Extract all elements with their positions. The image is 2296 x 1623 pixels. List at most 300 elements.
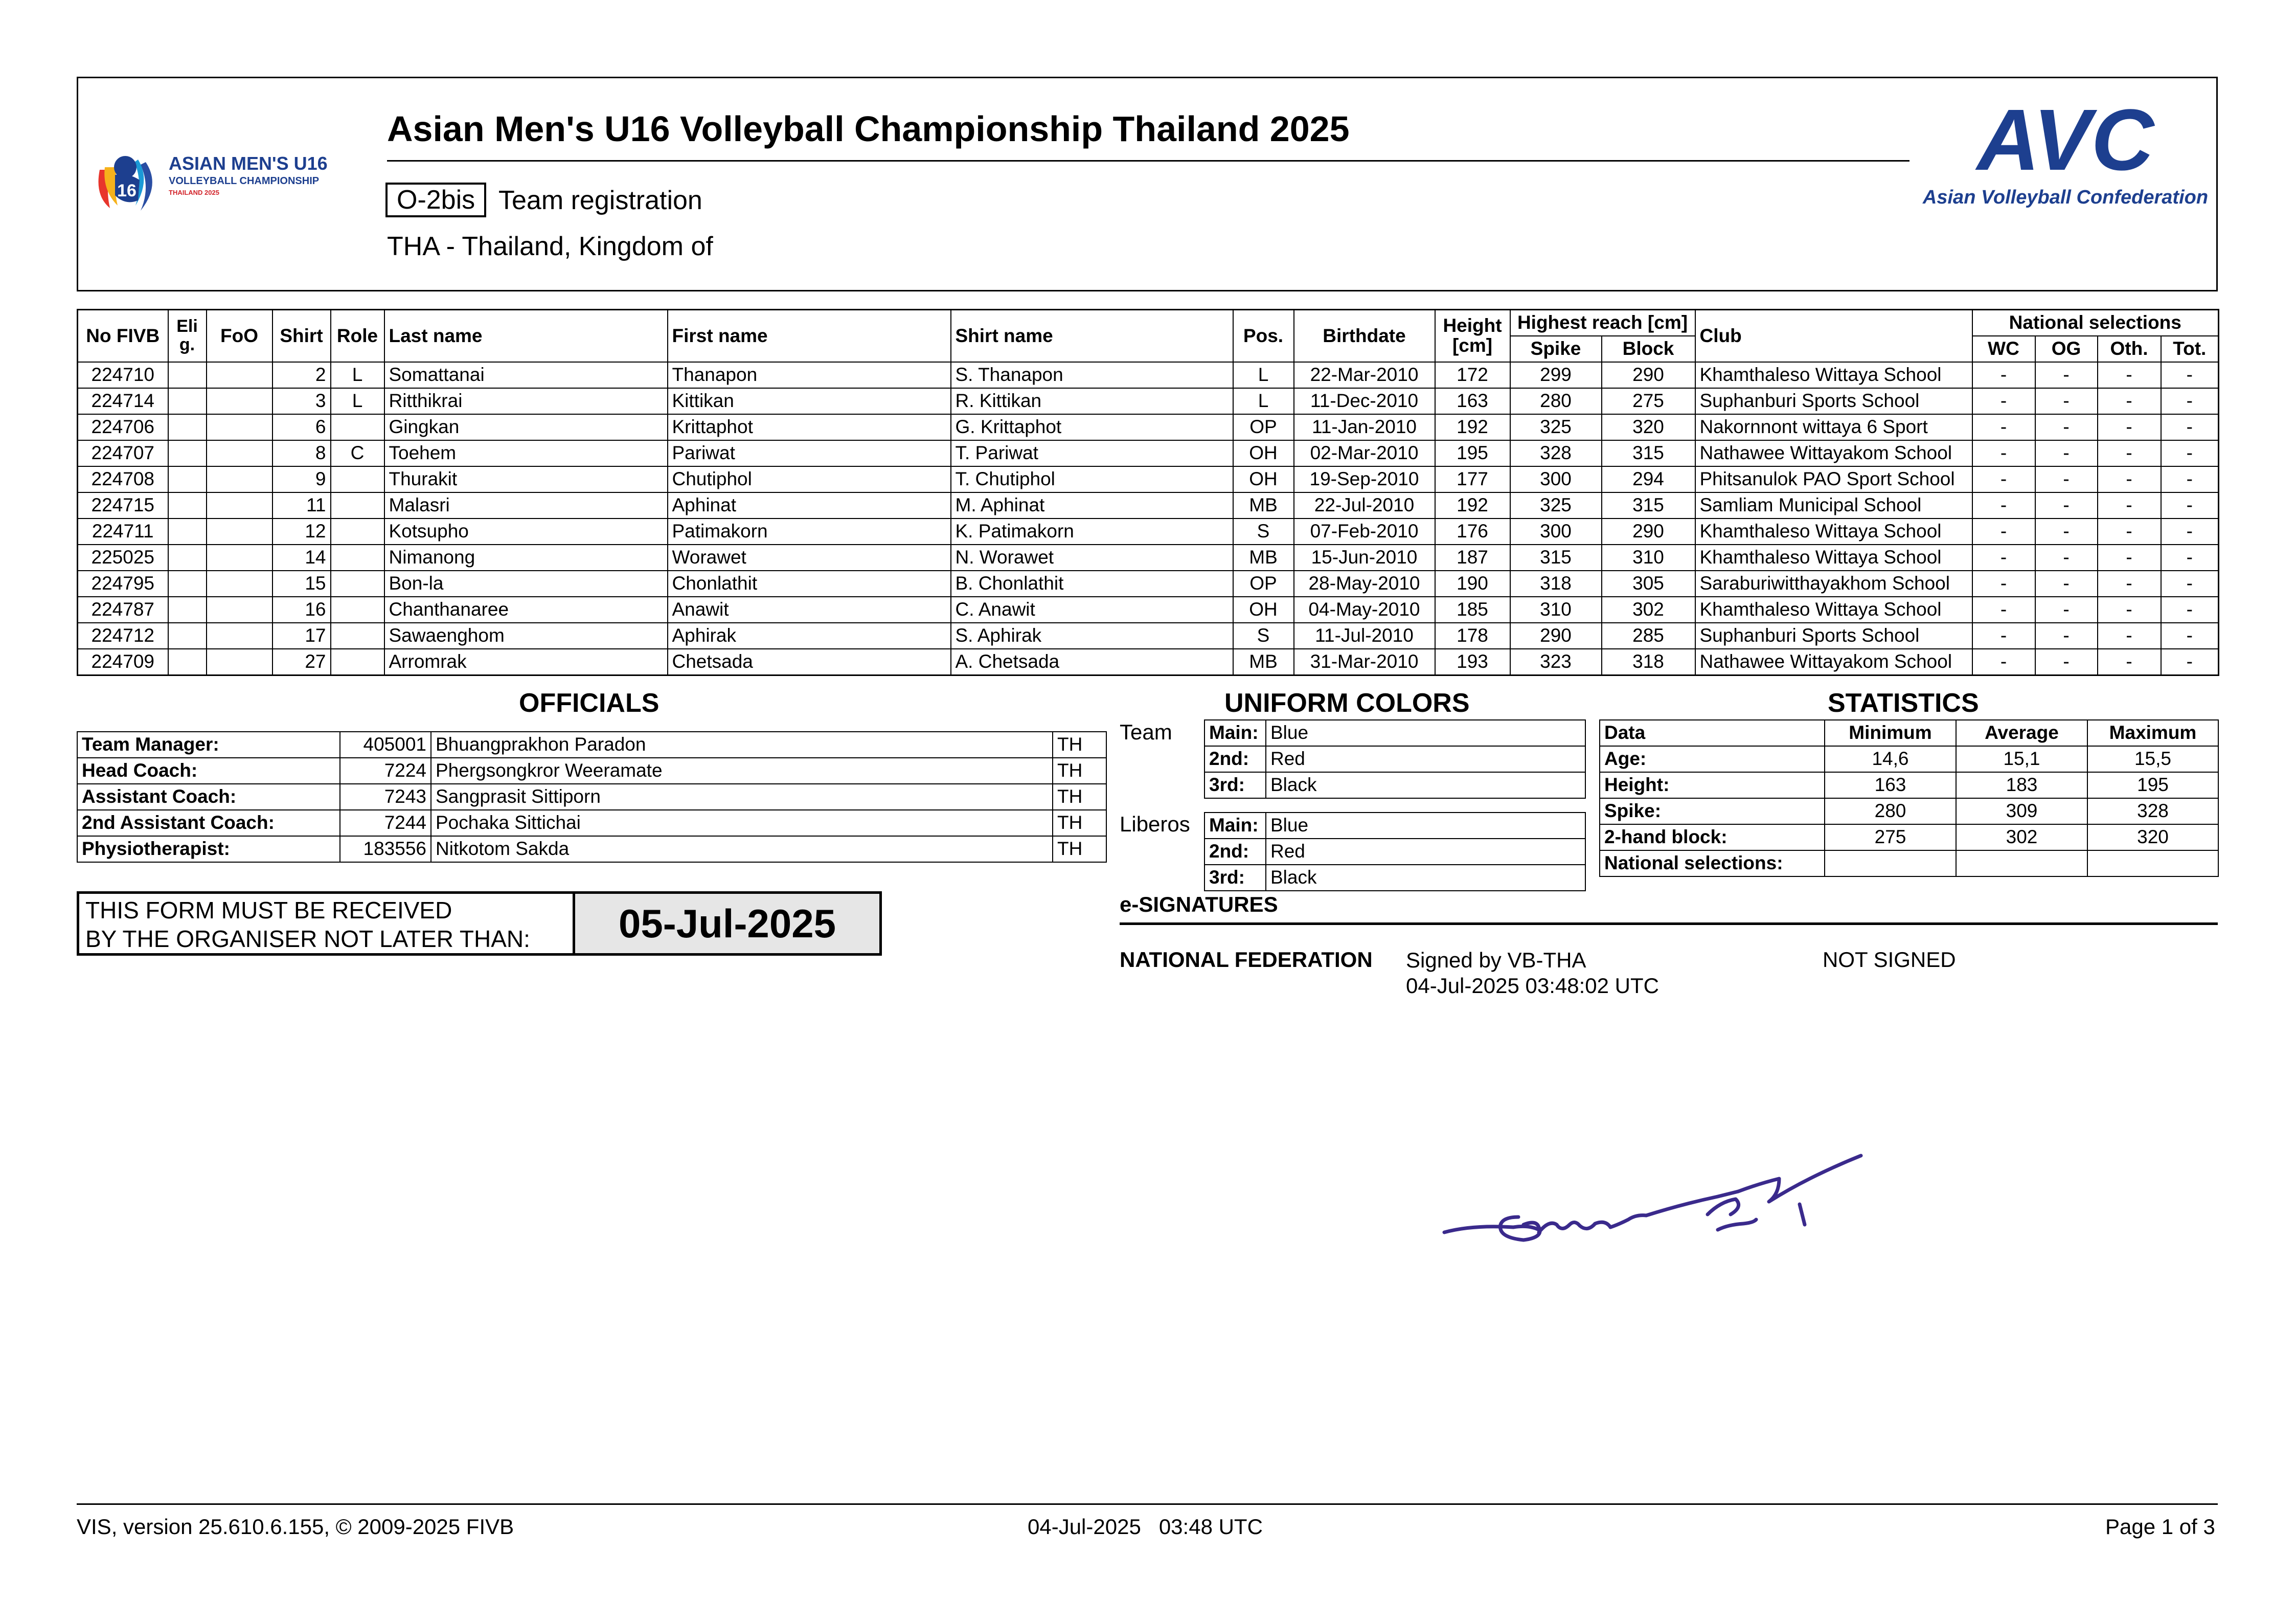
cell-foo [207,519,272,545]
th-wc: WC [1972,336,2035,362]
cell-shirt-name: G. Krittaphot [951,414,1233,440]
th-birthdate: Birthdate [1294,310,1435,363]
cell-no-fivb: 224710 [78,362,168,388]
cell-foo [207,649,272,675]
cell-spike: 318 [1510,571,1602,597]
cell-wc: - [1972,623,2035,649]
title-divider [387,160,1909,162]
cell-club: Khamthaleso Wittaya School [1695,597,1972,623]
cell-last-name: Thurakit [384,466,668,492]
cell-shirt-name: R. Kittikan [951,388,1233,414]
statistics-title: STATISTICS [1828,688,1979,718]
cell-height: 195 [1435,440,1510,466]
official-role: Team Manager: [77,732,340,758]
uniform-value: Black [1266,865,1585,891]
cell-spike: 300 [1510,519,1602,545]
cell-og: - [2035,388,2098,414]
team-name: THA - Thailand, Kingdom of [387,232,713,261]
cell-foo [207,597,272,623]
cell-oth: - [2098,571,2161,597]
cell-shirt: 14 [272,545,331,571]
cell-og: - [2035,571,2098,597]
cell-shirt-name: M. Aphinat [951,492,1233,519]
cell-shirt-name: N. Worawet [951,545,1233,571]
cell-last-name: Ritthikrai [384,388,668,414]
cell-first-name: Thanapon [668,362,951,388]
official-id: 405001 [340,732,431,758]
th-role: Role [331,310,384,363]
stats-min: 14,6 [1825,746,1956,772]
stats-th-min: Minimum [1825,720,1956,746]
uniform-key: 2nd: [1204,839,1266,865]
cell-shirt-name: K. Patimakorn [951,519,1233,545]
cell-og: - [2035,466,2098,492]
table-row [78,466,2219,492]
cell-height: 190 [1435,571,1510,597]
cell-foo [207,362,272,388]
cell-wc: - [1972,414,2035,440]
cell-block: 302 [1602,597,1695,623]
cell-club: Suphanburi Sports School [1695,388,1972,414]
official-id: 183556 [340,836,431,862]
cell-height: 177 [1435,466,1510,492]
cell-first-name: Pariwat [668,440,951,466]
cell-first-name: Patimakorn [668,519,951,545]
cell-tot: - [2161,571,2219,597]
cell-spike: 325 [1510,492,1602,519]
event-logo-badge: 16 [117,181,137,200]
statistics-table-body [1600,746,2218,876]
cell-block: 305 [1602,571,1695,597]
th-first-name: First name [668,310,951,363]
cell-last-name: Gingkan [384,414,668,440]
cell-shirt: 17 [272,623,331,649]
official-country: TH [1053,810,1106,836]
event-logo-line3: THAILAND 2025 [169,189,219,196]
official-country: TH [1053,758,1106,784]
players-table [77,309,2219,676]
cell-elig [168,623,207,649]
cell-shirt: 6 [272,414,331,440]
cell-role: L [331,362,384,388]
cell-height: 192 [1435,492,1510,519]
cell-no-fivb: 224715 [78,492,168,519]
stats-row [1600,772,2218,798]
official-name: Pochaka Sittichai [431,810,1053,836]
stats-th-max: Maximum [2087,720,2218,746]
avc-caption: Asian Volleyball Confederation [1922,187,2209,208]
stats-min: 275 [1825,824,1956,850]
cell-elig [168,519,207,545]
cell-tot: - [2161,388,2219,414]
cell-role [331,597,384,623]
cell-last-name: Kotsupho [384,519,668,545]
cell-shirt: 27 [272,649,331,675]
cell-tot: - [2161,545,2219,571]
officials-title: OFFICIALS [519,688,660,718]
cell-last-name: Sawaenghom [384,623,668,649]
cell-club: Nathawee Wittayakom School [1695,649,1972,675]
cell-og: - [2035,545,2098,571]
cell-first-name: Aphinat [668,492,951,519]
cell-no-fivb: 224709 [78,649,168,675]
official-name: Sangprasit Sittiporn [431,784,1053,810]
cell-shirt-name: B. Chonlathit [951,571,1233,597]
cell-tot: - [2161,597,2219,623]
cell-first-name: Chutiphol [668,466,951,492]
cell-oth: - [2098,440,2161,466]
cell-pos: OP [1233,571,1294,597]
cell-role: C [331,440,384,466]
cell-no-fivb: 224707 [78,440,168,466]
cell-elig [168,545,207,571]
cell-birthdate: 31-Mar-2010 [1294,649,1435,675]
cell-no-fivb: 224714 [78,388,168,414]
cell-first-name: Chetsada [668,649,951,675]
cell-oth: - [2098,545,2161,571]
cell-block: 310 [1602,545,1695,571]
stats-min: 280 [1825,798,1956,824]
national-federation-label: NATIONAL FEDERATION [1120,948,1373,972]
cell-wc: - [1972,362,2035,388]
official-name: Phergsongkror Weeramate [431,758,1053,784]
cell-foo [207,571,272,597]
stats-min: 163 [1825,772,1956,798]
deadline-box [77,891,882,956]
th-highest-reach: Highest reach [cm] [1510,310,1695,336]
page-title: Asian Men's U16 Volleyball Championship Thailand 2025 [387,109,1350,149]
table-row [78,440,2219,466]
cell-foo [207,545,272,571]
cell-height: 187 [1435,545,1510,571]
cell-shirt: 8 [272,440,331,466]
cell-first-name: Worawet [668,545,951,571]
stats-avg: 302 [1956,824,2087,850]
cell-og: - [2035,362,2098,388]
event-logo-text [169,149,328,196]
uniform-value: Blue [1266,720,1585,746]
cell-wc: - [1972,649,2035,675]
cell-shirt: 15 [272,571,331,597]
cell-wc: - [1972,571,2035,597]
official-name: Nitkotom Sakda [431,836,1053,862]
cell-birthdate: 04-May-2010 [1294,597,1435,623]
cell-club: Suphanburi Sports School [1695,623,1972,649]
uniform-team-label: Team [1120,720,1172,744]
cell-height: 172 [1435,362,1510,388]
th-tot: Tot. [2161,336,2219,362]
cell-birthdate: 11-Dec-2010 [1294,388,1435,414]
cell-last-name: Malasri [384,492,668,519]
cell-foo [207,414,272,440]
cell-spike: 315 [1510,545,1602,571]
deadline-line2: BY THE ORGANISER NOT LATER THAN: [85,926,530,952]
cell-tot: - [2161,649,2219,675]
cell-club: Samliam Municipal School [1695,492,1972,519]
cell-tot: - [2161,492,2219,519]
official-row [77,784,1106,810]
cell-foo [207,623,272,649]
cell-club: Khamthaleso Wittaya School [1695,362,1972,388]
stats-max [2087,850,2218,876]
cell-last-name: Nimanong [384,545,668,571]
cell-role [331,623,384,649]
cell-shirt: 11 [272,492,331,519]
cell-wc: - [1972,545,2035,571]
cell-birthdate: 11-Jul-2010 [1294,623,1435,649]
cell-tot: - [2161,466,2219,492]
table-row [78,571,2219,597]
uniform-colors-title: UNIFORM COLORS [1224,688,1470,718]
cell-club: Nathawee Wittayakom School [1695,440,1972,466]
event-logo-icon [89,139,166,216]
uniform-row [1204,813,1585,839]
official-id: 7244 [340,810,431,836]
uniform-liberos-label: Liberos [1120,812,1190,836]
cell-birthdate: 11-Jan-2010 [1294,414,1435,440]
cell-wc: - [1972,466,2035,492]
cell-pos: OH [1233,597,1294,623]
table-row [78,649,2219,675]
cell-spike: 280 [1510,388,1602,414]
stats-th-data: Data [1600,720,1825,746]
stats-row [1600,798,2218,824]
stats-row [1600,824,2218,850]
cell-elig [168,649,207,675]
stats-max: 15,5 [2087,746,2218,772]
cell-role [331,466,384,492]
stats-label: Height: [1600,772,1825,798]
official-role: Head Coach: [77,758,340,784]
stats-avg [1956,850,2087,876]
cell-no-fivb: 224787 [78,597,168,623]
cell-birthdate: 02-Mar-2010 [1294,440,1435,466]
cell-shirt-name: S. Thanapon [951,362,1233,388]
stats-label: Spike: [1600,798,1825,824]
th-last-name: Last name [384,310,668,363]
cell-elig [168,492,207,519]
cell-first-name: Chonlathit [668,571,951,597]
official-country: TH [1053,784,1106,810]
uniform-row [1204,772,1585,798]
uniform-team-body [1204,720,1585,798]
cell-shirt: 9 [272,466,331,492]
cell-oth: - [2098,492,2161,519]
cell-block: 320 [1602,414,1695,440]
statistics-table [1599,719,2219,877]
table-row [78,545,2219,571]
uniform-value: Red [1266,839,1585,865]
signed-at-text: 04-Jul-2025 03:48:02 UTC [1406,974,1659,998]
official-row [77,732,1106,758]
cell-wc: - [1972,597,2035,623]
uniform-row [1204,865,1585,891]
cell-og: - [2035,623,2098,649]
cell-last-name: Chanthanaree [384,597,668,623]
th-og: OG [2035,336,2098,362]
cell-spike: 290 [1510,623,1602,649]
cell-shirt: 2 [272,362,331,388]
th-foo: FoO [207,310,272,363]
th-spike: Spike [1510,336,1602,362]
cell-oth: - [2098,388,2161,414]
cell-shirt-name: S. Aphirak [951,623,1233,649]
stats-max: 320 [2087,824,2218,850]
cell-oth: - [2098,414,2161,440]
cell-oth: - [2098,519,2161,545]
uniform-value: Black [1266,772,1585,798]
uniform-key: 2nd: [1204,746,1266,772]
cell-oth: - [2098,623,2161,649]
cell-height: 193 [1435,649,1510,675]
cell-og: - [2035,440,2098,466]
stats-max: 195 [2087,772,2218,798]
stats-min [1825,850,1956,876]
th-elig: Eli g. [168,310,207,363]
cell-block: 275 [1602,388,1695,414]
official-id: 7224 [340,758,431,784]
cell-last-name: Toehem [384,440,668,466]
cell-role [331,492,384,519]
uniform-liberos-table [1204,812,1586,891]
official-row [77,758,1106,784]
cell-shirt: 3 [272,388,331,414]
cell-oth: - [2098,597,2161,623]
cell-no-fivb: 225025 [78,545,168,571]
uniform-row [1204,746,1585,772]
cell-no-fivb: 224712 [78,623,168,649]
cell-pos: OP [1233,414,1294,440]
footer-page-number: Page 1 of 3 [2105,1515,2215,1539]
cell-birthdate: 28-May-2010 [1294,571,1435,597]
stats-label: Age: [1600,746,1825,772]
deadline-date: 05-Jul-2025 [573,894,879,953]
th-club: Club [1695,310,1972,363]
table-row [78,623,2219,649]
esignatures-title: e-SIGNATURES [1120,892,1278,916]
officials-table-body [77,732,1106,862]
official-name: Bhuangprakhon Paradon [431,732,1053,758]
cell-pos: L [1233,388,1294,414]
cell-pos: MB [1233,492,1294,519]
cell-role [331,571,384,597]
stats-label: 2-hand block: [1600,824,1825,850]
avc-wordmark: AVC [1976,107,2154,189]
cell-last-name: Somattanai [384,362,668,388]
footer-timestamp: 04-Jul-2025 03:48 UTC [1028,1515,1263,1539]
cell-og: - [2035,414,2098,440]
cell-oth: - [2098,466,2161,492]
cell-shirt-name: T. Chutiphol [951,466,1233,492]
cell-height: 192 [1435,414,1510,440]
signature-status: NOT SIGNED [1823,948,1956,972]
cell-foo [207,466,272,492]
uniform-value: Blue [1266,813,1585,839]
cell-last-name: Bon-la [384,571,668,597]
th-no-fivb: No FIVB [78,310,168,363]
cell-pos: MB [1233,649,1294,675]
table-row [78,414,2219,440]
cell-elig [168,440,207,466]
official-id: 7243 [340,784,431,810]
cell-first-name: Kittikan [668,388,951,414]
cell-oth: - [2098,362,2161,388]
cell-block: 315 [1602,492,1695,519]
cell-foo [207,388,272,414]
cell-wc: - [1972,519,2035,545]
stats-avg: 15,1 [1956,746,2087,772]
handwritten-signature [1442,1148,1922,1260]
th-national-selections: National selections [1972,310,2219,336]
cell-first-name: Krittaphot [668,414,951,440]
cell-height: 163 [1435,388,1510,414]
uniform-value: Red [1266,746,1585,772]
cell-club: Khamthaleso Wittaya School [1695,519,1972,545]
cell-pos: S [1233,623,1294,649]
cell-block: 294 [1602,466,1695,492]
cell-oth: - [2098,649,2161,675]
footer-version: VIS, version 25.610.6.155, © 2009-2025 FIVB [77,1515,514,1539]
players-table-body [78,362,2219,675]
cell-height: 185 [1435,597,1510,623]
cell-shirt: 12 [272,519,331,545]
uniform-key: Main: [1204,720,1266,746]
cell-foo [207,492,272,519]
cell-role [331,519,384,545]
cell-birthdate: 07-Feb-2010 [1294,519,1435,545]
stats-max: 328 [2087,798,2218,824]
signed-by-text: Signed by VB-THA [1406,948,1586,972]
uniform-key: 3rd: [1204,865,1266,891]
cell-first-name: Anawit [668,597,951,623]
th-pos: Pos. [1233,310,1294,363]
event-logo-line1: ASIAN MEN'S U16 [169,153,328,174]
cell-block: 285 [1602,623,1695,649]
footer-divider [77,1503,2218,1505]
cell-pos: OH [1233,466,1294,492]
cell-spike: 323 [1510,649,1602,675]
cell-og: - [2035,519,2098,545]
official-country: TH [1053,836,1106,862]
official-role: Physiotherapist: [77,836,340,862]
cell-role [331,414,384,440]
stats-avg: 183 [1956,772,2087,798]
signed-by-block [1406,948,1659,999]
cell-role: L [331,388,384,414]
cell-block: 318 [1602,649,1695,675]
th-block: Block [1602,336,1695,362]
event-logo-line2: VOLLEYBALL CHAMPIONSHIP [169,175,320,187]
uniform-key: Main: [1204,813,1266,839]
cell-block: 315 [1602,440,1695,466]
cell-shirt-name: C. Anawit [951,597,1233,623]
cell-spike: 328 [1510,440,1602,466]
uniform-key: 3rd: [1204,772,1266,798]
cell-birthdate: 22-Jul-2010 [1294,492,1435,519]
cell-no-fivb: 224706 [78,414,168,440]
cell-club: Nakornnont wittaya 6 Sport [1695,414,1972,440]
cell-no-fivb: 224708 [78,466,168,492]
cell-elig [168,388,207,414]
deadline-text [79,894,573,953]
uniform-row [1204,839,1585,865]
avc-logo-icon [1922,107,2209,210]
cell-elig [168,414,207,440]
stats-avg: 309 [1956,798,2087,824]
deadline-line1: THIS FORM MUST BE RECEIVED [85,897,452,923]
cell-spike: 325 [1510,414,1602,440]
officials-table [77,731,1107,863]
